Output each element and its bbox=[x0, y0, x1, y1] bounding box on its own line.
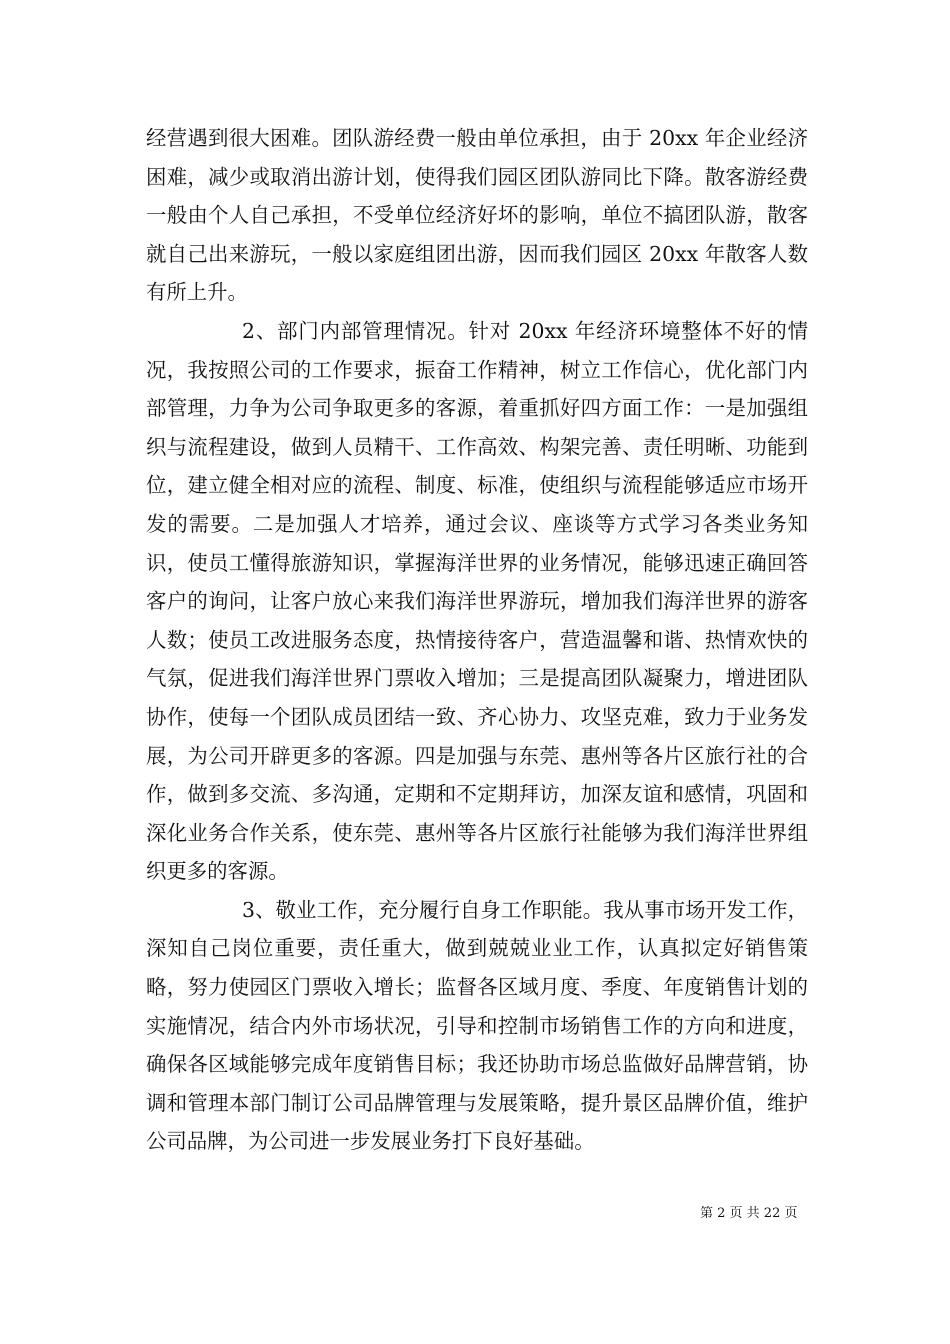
paragraph-3: 3、敬业工作，充分履行自身工作职能。我从事市场开发工作，深知自己岗位重要，责任重大，做到兢兢业业工作，认真拟定好销售策略，努力使园区门票收入增长；监督各区域月度、季度、年度销售计划的实施情况，结合内外市场状况，引导和控制市场销售工作的方向和进度，确保各区域能够完成年度销售目标；我还协助市场总监做好品牌营销，协调和管理本部门制订公司品牌管理与发展策略，提升景区品牌价值，维护公司品牌，为公司进一步发展业务打下良好基础。 bbox=[146, 897, 808, 1154]
paragraph-1: 经营遇到很大困难。团队游经费一般由单位承担，由于 20xx 年企业经济困难，减少或取消出游计划，使得我们园区团队游同比下降。散客游经费一般由个人自己承担，不受单位经济好坏的影响，单位不搞团队游，散客就自己出来游玩，一般以家庭组团出游，因而我们园区 20xx 年散客人数有所上升。 bbox=[146, 126, 808, 305]
document-body bbox=[146, 119, 808, 1161]
paragraph-2: 2、部门内部管理情况。针对 20xx 年经济环境整体不好的情况，我按照公司的工作要求，振奋工作精神，树立工作信心，优化部门内部管理，力争为公司争取更多的客源，着重抓好四方面工作：一是加强组织与流程建设，做到人员精干、工作高效、构架完善、责任明晰、功能到位，建立健全相对应的流程、制度、标准，使组织与流程能够适应市场开发的需要。二是加强人才培养，通过会议、座谈等方式学习各类业务知识，使员工懂得旅游知识，掌握海洋世界的业务情况，能够迅速正确回答客户的询问，让客户放心来我们海洋世界游玩，增加我们海洋世界的游客人数；使员工改进服务态度，热情接待客户，营造温馨和谐、热情欢快的气氛，促进我们海洋世界门票收入增加；三是提高团队凝聚力，增进团队协作，使每一个团队成员团结一致、齐心协力、攻坚克难，致力于业务发展，为公司开辟更多的客源。四是加强与东莞、惠州等各片区旅行社的合作，做到多交流、多沟通，定期和不定期拜访，加深友谊和感情，巩固和深化业务合作关系，使东莞、惠州等各片区旅行社能够为我们海洋世界组织更多的客源。 bbox=[146, 318, 808, 884]
page-number-footer: 第 2 页 共 22 页 bbox=[700, 1206, 798, 1221]
